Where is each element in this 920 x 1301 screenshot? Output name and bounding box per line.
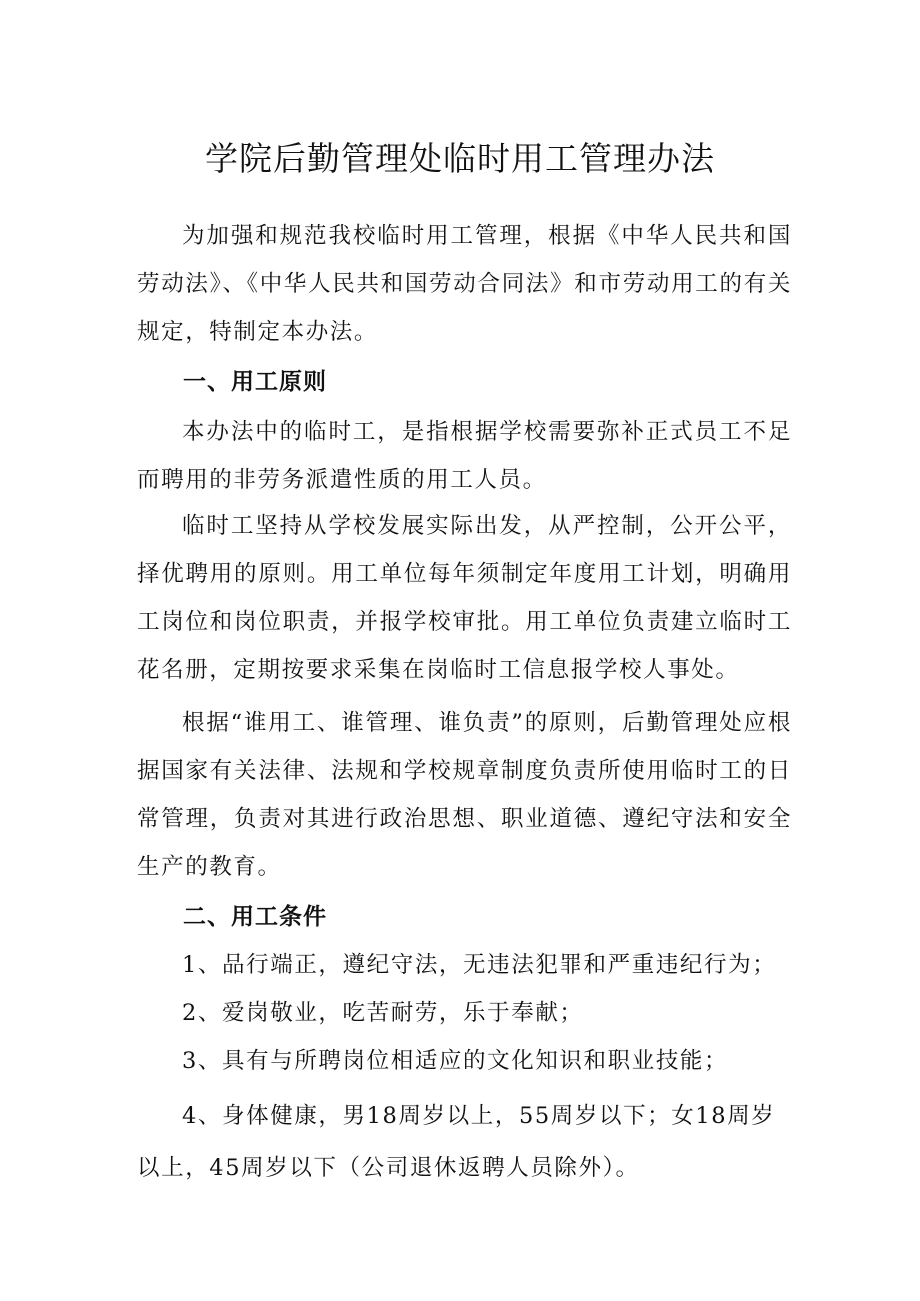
condition-item: 1、品行端正，遵纪守法，无违法犯罪和严重违纪行为； — [182, 952, 777, 978]
conditions-list — [137, 1090, 792, 1194]
intro-paragraph: 为加强和规范我校临时用工管理，根据《中华人民共和国劳动法》、《中华人民共和国劳动合同法》和市劳动用工的有关规定，特制定本办法。 — [137, 223, 792, 345]
document-title: 学院后勤管理处临时用工管理办法 — [205, 139, 715, 178]
section-conditions — [137, 893, 792, 941]
conditions-list — [137, 1037, 792, 1085]
conditions-list — [137, 989, 792, 1037]
principles-paragraph-3-block — [137, 699, 792, 891]
principles-paragraph-2-block — [137, 502, 792, 694]
section-principles — [137, 358, 792, 406]
conditions-list — [137, 941, 792, 989]
principles-paragraph-1-block — [137, 408, 792, 504]
section-heading-conditions: 二、用工条件 — [183, 904, 327, 930]
principles-paragraph: 临时工坚持从学校发展实际出发，从严控制，公开公平，择优聘用的原则。用工单位每年须制定年度用工计划，明确用工岗位和岗位职责，并报学校审批。用工单位负责建立临时工花名册，定期按要求采集在岗临时工信息报学校人事处。 — [137, 513, 792, 683]
intro-block — [137, 212, 792, 356]
section-heading-principles: 一、用工原则 — [183, 369, 327, 395]
condition-item: 3、具有与所聘岗位相适应的文化知识和职业技能； — [182, 1048, 729, 1074]
condition-item: 4、身体健康，男18周岁以上，55周岁以下；女18周岁以上，45周岁以下（公司退休返聘人员除外）。 — [137, 1103, 776, 1181]
principles-paragraph: 根据“谁用工、谁管理、谁负责”的原则，后勤管理处应根据国家有关法律、法规和学校规章制度负责所使用临时工的日常管理，负责对其进行政治思想、职业道德、遵纪守法和安全生产的教育。 — [137, 710, 792, 880]
principles-paragraph: 本办法中的临时工，是指根据学校需要弥补正式员工不足而聘用的非劳务派遣性质的用工人员。 — [137, 419, 792, 493]
condition-item: 2、爱岗敬业，吃苦耐劳，乐于奉献； — [182, 1000, 584, 1026]
